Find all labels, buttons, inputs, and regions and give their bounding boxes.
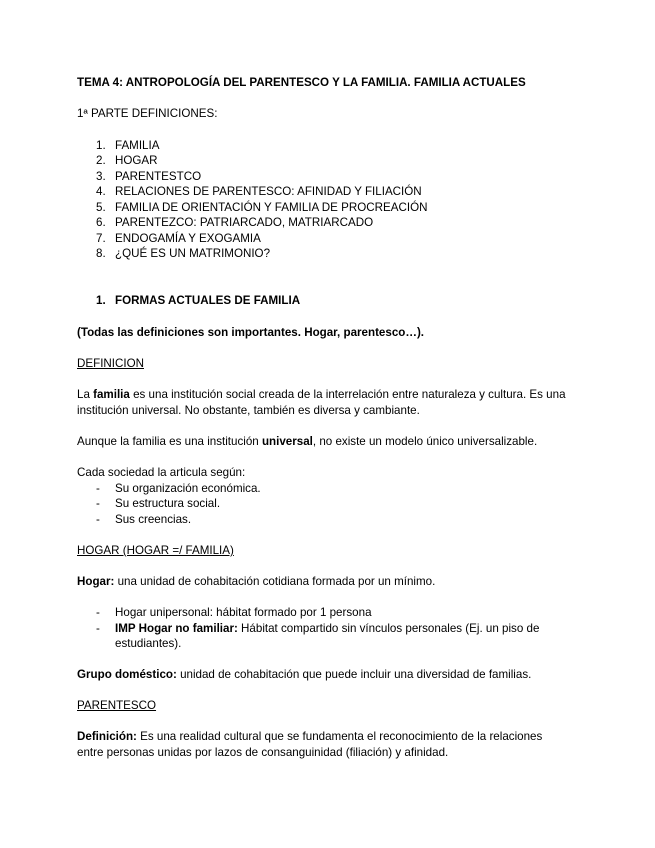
list-item: FAMILIA DE ORIENTACIÓN Y FAMILIA DE PROCREACIÓN <box>115 201 428 214</box>
list-number: 3. <box>96 170 106 183</box>
list-item: ENDOGAMÍA Y EXOGAMIA <box>115 232 261 245</box>
aunque-paragraph: Aunque la familia es una institución universal, no existe un modelo único universalizable. <box>77 435 538 448</box>
cada-sociedad-text: Cada sociedad la articula según: <box>77 466 246 479</box>
familia-term: familia <box>93 388 130 401</box>
list-number: 7. <box>96 232 106 245</box>
list-item: ¿QUÉ ES UN MATRIMONIO? <box>115 247 271 260</box>
list-item: IMP Hogar no familiar: Hábitat compartido sin vínculos personales (Ej. un piso de <box>115 622 540 635</box>
list-number: 4. <box>96 185 106 198</box>
list-dash: - <box>96 622 100 635</box>
list-item: Su organización económica. <box>115 482 261 495</box>
list-number: 1. <box>96 139 106 152</box>
section-title: FORMAS ACTUALES DE FAMILIA <box>115 294 301 307</box>
list-item: Hogar unipersonal: hábitat formado por 1 persona <box>115 606 372 619</box>
list-number: 2. <box>96 154 106 167</box>
familia-paragraph-line1: La familia es una institución social creada de la interrelación entre naturaleza y cultura. Es una <box>77 388 566 401</box>
list-item: HOGAR <box>115 154 158 167</box>
hogar-heading: HOGAR (HOGAR =/ FAMILIA) <box>77 544 234 557</box>
list-item: Sus creencias. <box>115 513 192 526</box>
part1-heading: 1ª PARTE DEFINICIONES: <box>77 107 218 120</box>
document-title: TEMA 4: ANTROPOLOGÍA DEL PARENTESCO Y LA FAMILIA. FAMILIA ACTUALES <box>77 76 526 89</box>
parentesco-heading: PARENTESCO <box>77 699 157 712</box>
list-item: PARENTEZCO: PATRIARCADO, MATRIARCADO <box>115 216 374 229</box>
list-dash: - <box>96 513 100 526</box>
list-item: PARENTESTCO <box>115 170 202 183</box>
parentesco-definition-line2: entre personas unidas por lazos de consanguinidad (filiación) y afinidad. <box>77 746 449 759</box>
note-text: (Todas las definiciones son importantes. Hogar, parentesco…). <box>77 326 425 339</box>
list-number: 5. <box>96 201 106 214</box>
section-number: 1. <box>96 294 106 307</box>
list-dash: - <box>96 497 100 510</box>
list-number: 8. <box>96 247 106 260</box>
definicion-heading: DEFINICION <box>77 357 144 370</box>
universal-term: universal <box>261 435 313 448</box>
list-item-continuation: estudiantes). <box>115 637 182 650</box>
list-dash: - <box>96 482 100 495</box>
list-number: 6. <box>96 216 106 229</box>
hogar-definition: Hogar: una unidad de cohabitación cotidiana formada por un mínimo. <box>77 575 436 588</box>
list-item: RELACIONES DE PARENTESCO: AFINIDAD Y FILIACIÓN <box>115 185 422 198</box>
familia-paragraph-line2: institución universal. No obstante, también es diversa y cambiante. <box>77 404 420 417</box>
list-item: FAMILIA <box>115 139 160 152</box>
list-dash: - <box>96 606 100 619</box>
list-item: Su estructura social. <box>115 497 221 510</box>
grupo-domestico-definition: Grupo doméstico: unidad de cohabitación que puede incluir una diversidad de familias. <box>77 668 532 681</box>
parentesco-definition-line1: Definición: Es una realidad cultural que se fundamenta el reconocimiento de la relaciones <box>77 730 543 743</box>
